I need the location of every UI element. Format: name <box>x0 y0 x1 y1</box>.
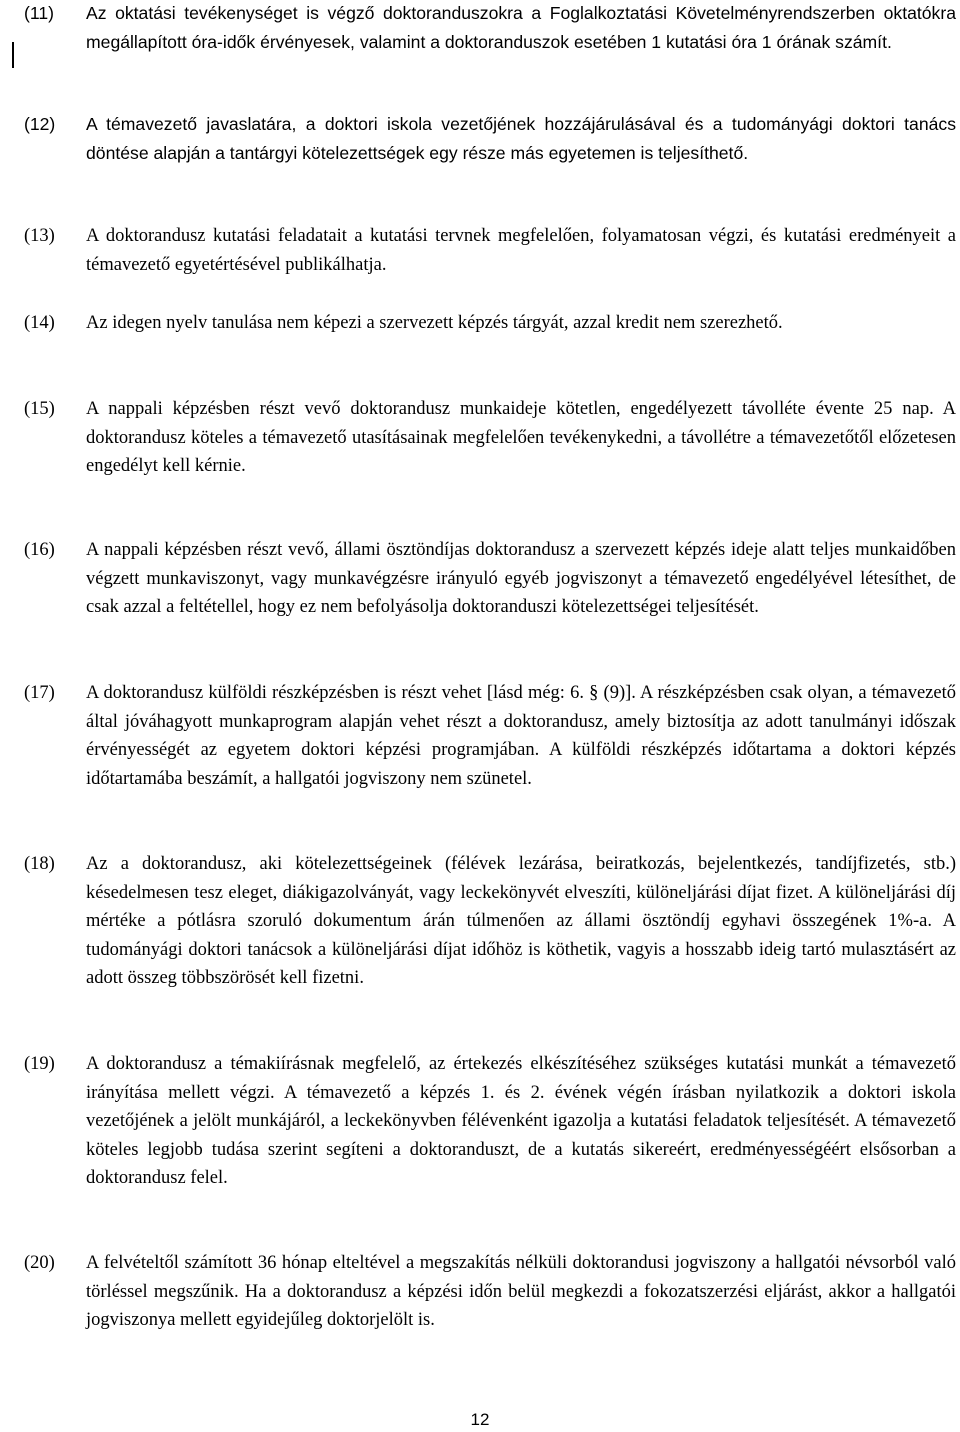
paragraph-text: Az oktatási tevékenységet is végző doktoranduszokra a Foglalkoztatási Követelményrendszerben oktatókra megállapított óra-idők érvényesek, valamint a doktoranduszok esetében 1 kutatási óra 1 órának számít. <box>86 3 956 52</box>
paragraph-text: Az idegen nyelv tanulása nem képezi a szervezett képzés tárgyát, azzal kredit nem szerezhető. <box>86 313 783 333</box>
paragraph-text: A nappali képzésben részt vevő, állami ösztöndíjas doktorandusz a szervezett képzés ideje alatt teljes munkaidőben végzett munkaviszonyt, vagy munkavégzésre irányuló egyéb jogviszonyt a témavezető engedélyével létesíthet, de csak azzal a feltétellel, hogy ez nem befolyásolja doktoranduszi kötelezettségei teljesítését. <box>86 540 956 618</box>
paragraph-15 <box>24 395 956 481</box>
paragraph-text: A doktorandusz kutatási feladatait a kutatási tervnek megfelelően, folyamatosan végzi, és kutatási eredményeit a témavezető egyetértésével publikálhatja. <box>86 226 956 275</box>
paragraph-number: (14) <box>24 313 55 333</box>
paragraph-11 <box>24 0 956 56</box>
paragraph-13 <box>24 222 956 279</box>
paragraph-number: (17) <box>24 683 55 703</box>
paragraph-16 <box>24 536 956 622</box>
paragraph-text: A nappali képzésben részt vevő doktorandusz munkaideje kötetlen, engedélyezett távolléte évente 25 nap. A doktorandusz köteles a témavezető utasításainak megfelelően tevékenykedni, a távollétre a témavezetőtől előzetesen engedélyt kell kérnie. <box>86 399 956 477</box>
paragraph-number: (13) <box>24 226 55 246</box>
paragraph-text: A doktorandusz külföldi részképzésben is részt vehet [lásd még: 6. § (9)]. A részképzésben csak olyan, a témavezető által jóváhagyott munkaprogram alapján vehet részt a doktorandusz, amely biztosítja az adott tanulmányi időszak érvényességét az egyetem doktori képzési programjában. A külföldi részképzés időtartama a doktori képzés időtartamába beszámít, a hallgatói jogviszony nem szünetel. <box>86 683 956 789</box>
page-number: 12 <box>470 1410 490 1429</box>
paragraph-number: (19) <box>24 1054 55 1074</box>
paragraph-number: (20) <box>24 1253 55 1273</box>
paragraph-text: A doktorandusz a témakiírásnak megfelelő, az értekezés elkészítéséhez szükséges kutatási munkát a témavezető irányítása mellett végzi. A témavezető a képzés 1. és 2. évének végén írásban nyilatkozik a doktori iskola vezetőjének a jelölt munkájáról, a leckekönyvben félévenként igazolja a kutatási feladatok teljesítését. A témavezető köteles legjobb tudása szerint segíteni a doktoranduszt, de a kutatás sikereért, eredményességéért elsősorban a doktorandusz felel. <box>86 1054 956 1189</box>
paragraph-number: (15) <box>24 399 55 419</box>
paragraph-number: (11) <box>24 3 54 23</box>
paragraph-18 <box>24 850 956 993</box>
revision-change-bar <box>12 42 14 68</box>
paragraph-number: (18) <box>24 854 55 874</box>
paragraph-text: A felvételtől számított 36 hónap elteltével a megszakítás nélküli doktorandusi jogviszony a hallgatói névsorból való törléssel megszűnik. Ha a doktorandusz a képzési időn belül megkezdi a fokozatszerzési eljárást, akkor a hallgatói jogviszonya mellett egyidejűleg doktorjelölt is. <box>86 1253 956 1331</box>
paragraph-text: A témavezető javaslatára, a doktori iskola vezetőjének hozzájárulásával és a tudományági doktori tanács döntése alapján a tantárgyi kötelezettségek egy része más egyetemen is teljesíthető. <box>86 114 956 163</box>
paragraph-17 <box>24 679 956 793</box>
paragraph-text: Az a doktorandusz, aki kötelezettségeinek (félévek lezárása, beiratkozás, bejelentkezés, tandíjfizetés, stb.) késedelmesen tesz eleget, diákigazolványát, vagy leckekönyvét elveszíti, különeljárási díjat fizet. A különeljárási díj mértéke a pótlásra szoruló dokumentum árán túlmenően az állami ösztöndíj egyhavi összegének 1%-a. A tudományági doktori tanácsok a különeljárási díjat időhöz is köthetik, vagyis a hosszabb ideig tartó mulasztásért az adott összeg többszörösét kell fizetni. <box>86 854 956 989</box>
paragraph-14 <box>24 309 956 338</box>
paragraph-number: (12) <box>24 114 56 134</box>
paragraph-19 <box>24 1050 956 1193</box>
paragraph-20 <box>24 1249 956 1335</box>
paragraph-number: (16) <box>24 540 55 560</box>
paragraph-12 <box>24 110 956 167</box>
